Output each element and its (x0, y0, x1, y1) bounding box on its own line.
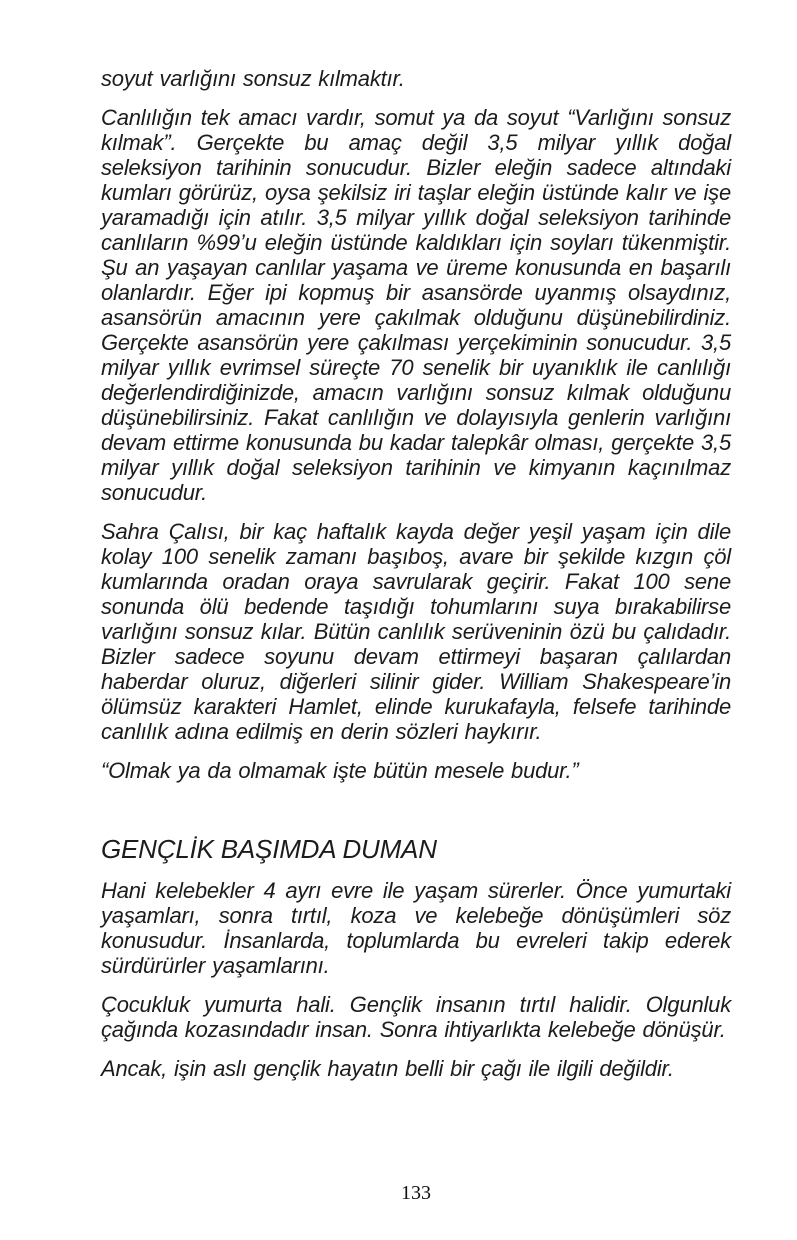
paragraph-ancak: Ancak, işin aslı gençlik hayatın belli bir çağı ile ilgili değildir. (101, 1055, 674, 1081)
page-number: 133 (401, 1182, 431, 1204)
paragraph-canlilik-amaci: Canlılığın tek amacı vardır, somut ya da soyut “Varlığını sonsuz kılmak”. Gerçekte bu amaç değil 3,5 milyar yıllık doğal seleksiyon tarihinin sonucudur. Bizler eleğin sadece altındaki kumları görürüz, oysa şekilsiz iri taşlar eleğin üstünde kalır ve işe yaramadığı için atılır. 3,5 milyar yıllık doğal seleksiyon tarihinde canlıların %99’u eleğin üstünde kaldıkları için soyları tükenmiştir. Şu an yaşayan canlılar yaşama ve üreme konusunda en başarılı olanlardır. Eğer ipi kopmuş bir asansörde uyanmış olsaydınız, asansörün amacının yere çakılmak olduğunu düşünebilirdiniz. Gerçekte asansörün yere çakılması yerçekiminin sonucudur. 3,5 milyar yıllık evrimsel süreçte 70 senelik bir uyanıklık ile canlılığı değerlendirdiğinizde, amacın varlığını sonsuz kılmak olduğunu düşünebilirsiniz. Fakat canlılığın ve dolayısıyla genlerin varlığını devam ettirme konusunda bu kadar talepkâr olması, gerçekte 3,5 milyar yıllık doğal seleksiyon tarihinin ve kimyanın kaçınılmaz sonucudur. (101, 105, 731, 505)
section-heading: GENÇLİK BAŞIMDA DUMAN (101, 834, 437, 864)
hamlet-quote: “Olmak ya da olmamak işte bütün mesele budur.” (101, 758, 579, 783)
paragraph-sahra-calisi: Sahra Çalısı, bir kaç haftalık kayda değer yeşil yaşam için dile kolay 100 senelik zamanı başıboş, avare bir şekilde kızgın çöl kumlarında oradan oraya savrularak geçirir. Fakat 100 sene sonunda ölü bedende taşıdığı tohumlarını suya bırakabilirse varlığını sonsuz kılar. Bütün canlılık serüveninin özü bu çalıdadır. Bizler sadece soyunu devam ettirmeyi başaran çalılardan haberdar oluruz, diğerleri silinir gider. William Shakespeare’in ölümsüz karakteri Hamlet, elinde kurukafayla, felsefe tarihinde canlılık adına edilmiş en derin sözleri haykırır. (101, 519, 731, 744)
paragraph-cocukluk: Çocukluk yumurta hali. Gençlik insanın tırtıl halidir. Olgunluk çağında kozasındadır insan. Sonra ihtiyarlıkta kelebeğe dönüşür. (101, 991, 731, 1042)
paragraph-continuation: soyut varlığını sonsuz kılmaktır. (101, 66, 405, 91)
text-block (101, 66, 731, 1095)
paragraph-kelebekler: Hani kelebekler 4 ayrı evre ile yaşam sürerler. Önce yumurtaki yaşamları, sonra tırtıl, koza ve kelebeğe dönüşümleri söz konusudur. İnsanlarda, toplumlarda bu evreleri takip ederek sürdürürler yaşamlarını. (101, 877, 731, 978)
